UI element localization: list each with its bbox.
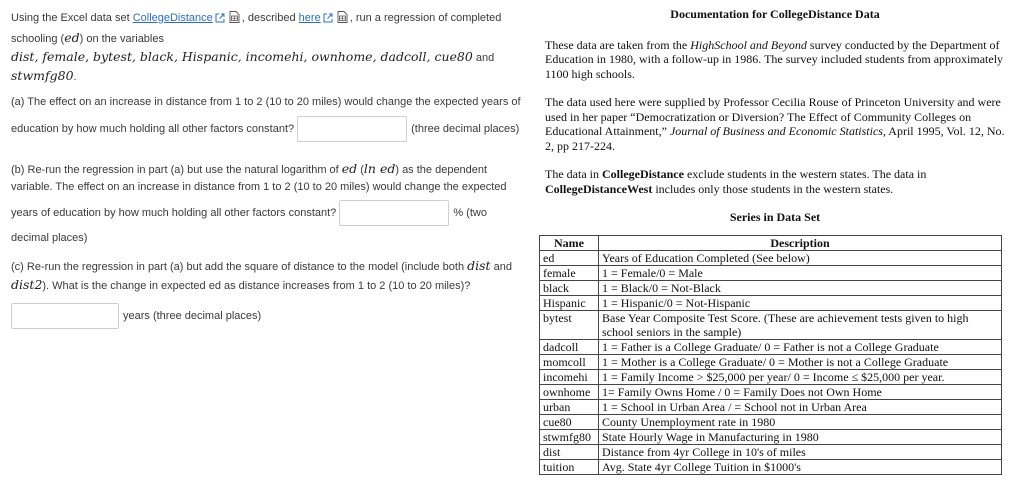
series-description: 1 = Father is a College Graduate/ 0 = Father is not a College Graduate [599, 339, 1002, 354]
series-name: dist [540, 444, 599, 459]
var-stwmfg80: stwmfg80 [11, 68, 74, 83]
regressor-list: dist, female, bytest, black, Hispanic, incomehi, ownhome, dadcoll, cue80 [11, 49, 473, 64]
series-description: 1 = Hispanic/0 = Not-Hispanic [599, 295, 1002, 310]
series-description: State Hourly Wage in Manufacturing in 1980 [599, 429, 1002, 444]
table-row [540, 339, 1002, 354]
table-row [540, 414, 1002, 429]
documentation-panel [545, 0, 1005, 475]
answer-c-input[interactable] [11, 303, 119, 329]
external-link-icon[interactable] [215, 12, 225, 29]
series-name: female [540, 265, 599, 280]
table-row [540, 384, 1002, 399]
series-name: urban [540, 399, 599, 414]
answer-a-hint: (three decimal places) [411, 122, 520, 135]
question-panel [11, 10, 526, 331]
col-description-header: Description [599, 235, 1002, 250]
series-description: Avg. State 4yr College Tuition in $1000's [599, 459, 1002, 474]
answer-b-input[interactable] [339, 200, 449, 226]
intro: Using the Excel data set CollegeDistance , described here , run a regression of completed schooling (ed) on the variables dist, female, bytest, black, Hispanic, incomehi, ownhome, dadcoll, cue80 and stwmfg80. [11, 12, 502, 83]
answer-a-input[interactable] [297, 116, 407, 142]
doc-paragraph-source: These data are taken from the HighSchool and Beyond survey conducted by the Department of Education in 1980, with a follow-up in 1986. The survey included students from approximately 1100 high schools. [545, 37, 1004, 81]
intro-text: Using the Excel data set [11, 12, 133, 24]
table-row [540, 295, 1002, 310]
series-description: 1 = Black/0 = Not-Black [599, 280, 1002, 295]
series-name: stwmfg80 [540, 429, 599, 444]
table-row [540, 444, 1002, 459]
table-row [540, 369, 1002, 384]
series-name: dadcoll [540, 339, 599, 354]
excel-file-icon[interactable] [229, 11, 240, 29]
series-description: 1 = Female/0 = Male [599, 265, 1002, 280]
table-row [540, 429, 1002, 444]
question-a-text: (a) The effect on an increase in distance from 1 to 2 (10 to 20 miles) would change the expected years of [11, 96, 521, 108]
collegedistance-link[interactable]: CollegeDistance [132, 12, 213, 24]
series-description: Years of Education Completed (See below) [599, 250, 1002, 265]
series-title: Series in Data Set [729, 210, 821, 224]
series-name: ed [540, 250, 599, 265]
question-a-text-2: education by how much holding all other factors constant? [11, 122, 295, 135]
series-description: Base Year Composite Test Score. (These are achievement tests given to high school seniors in the sample) [599, 310, 1002, 339]
series-description: County Unemployment rate in 1980 [599, 414, 1002, 429]
table-row [540, 354, 1002, 369]
series-name: incomehi [540, 369, 599, 384]
series-name: Hispanic [540, 295, 599, 310]
series-name: momcoll [540, 354, 599, 369]
question-c: (c) Re-run the regression in part (a) but add the square of distance to the model (include both dist and dist2). What is the change in expected ed as distance increases from 1 to 2 (10 to 20 miles)? years (three decimal places) [11, 257, 526, 331]
series-body [540, 250, 1002, 474]
doc-title: Documentation for CollegeDistance Data [670, 7, 880, 21]
series-table [539, 235, 1002, 475]
doc-paragraph-scope: The data in CollegeDistance exclude students in the western states. The data in CollegeDistanceWest includes only those students in the western states. [545, 167, 927, 196]
series-description: 1= Family Owns Home / 0 = Family Does not Own Home [599, 384, 1002, 399]
series-name: black [540, 280, 599, 295]
documentation-link[interactable]: here [298, 12, 321, 24]
ln-ed: ln ed [363, 161, 396, 176]
question-a [11, 94, 526, 144]
document-file-icon[interactable] [337, 11, 348, 29]
table-row [540, 310, 1002, 339]
col-name-header: Name [540, 235, 599, 250]
table-row [540, 280, 1002, 295]
table-row [540, 459, 1002, 474]
series-name: tuition [540, 459, 599, 474]
doc-paragraph-citation: The data used here were supplied by Professor Cecilia Rouse of Princeton University and were used in her paper “Democratization or Diversion? The Effect of Community Colleges on Educational Attainment,” Journal of Business and Economic Statistics, April 1995, Vol. 12, No. 2, pp 217-224. [545, 95, 1005, 153]
series-name: ownhome [540, 384, 599, 399]
external-link-icon[interactable] [323, 12, 333, 29]
table-row [540, 399, 1002, 414]
series-description: Distance from 4yr College in 10's of miles [599, 444, 1002, 459]
table-row [540, 265, 1002, 280]
table-row [540, 250, 1002, 265]
question-b: (b) Re-run the regression in part (a) but use the natural logarithm of ed (ln ed) as the dependent variable. The effect on an increase in distance from 1 to 2 (10 to 20 miles) would change the expected years of education by how much holding all other factors constant? % (two decimal places) [11, 161, 507, 244]
question-b-text-3: years of education by how much holding all other factors constant? [11, 206, 337, 219]
series-description: 1 = Family Income > $25,000 per year/ 0 = Income ≤ $25,000 per year. [599, 369, 1002, 384]
answer-c-hint: years (three decimal places) [123, 309, 262, 322]
series-description: 1 = School in Urban Area / = School not in Urban Area [599, 399, 1002, 414]
series-header-row [540, 235, 1002, 250]
series-name: bytest [540, 310, 599, 339]
series-name: cue80 [540, 414, 599, 429]
answer-b-hint: % (two [453, 206, 487, 219]
series-description: 1 = Mother is a College Graduate/ 0 = Mother is not a College Graduate [599, 354, 1002, 369]
var-ed: ed [64, 30, 80, 45]
